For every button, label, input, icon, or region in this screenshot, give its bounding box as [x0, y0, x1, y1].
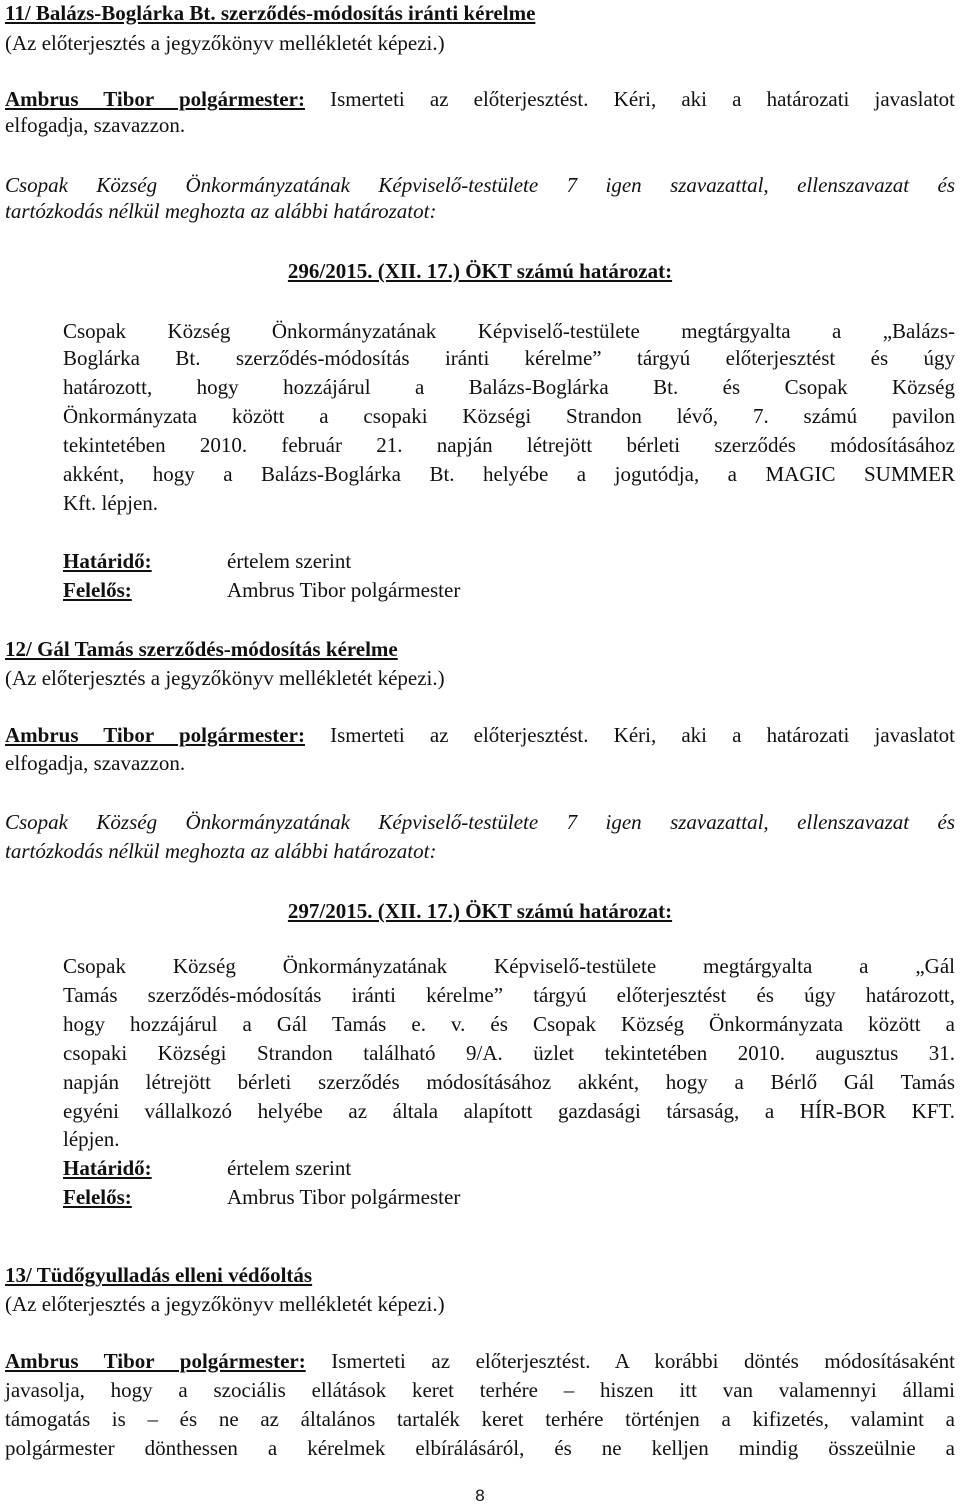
item-11-speaker-line: [5, 86, 955, 112]
item-11-body-line: Csopak Község Önkormányzatának Képviselő-testülete megtárgyalta a „Balázs-: [63, 319, 955, 343]
item-12-speaker-text-cont: elfogadja, szavazzon.: [5, 751, 186, 775]
item-13-heading: 13/ Tüdőgyulladás elleni védőoltás: [5, 1263, 313, 1287]
speaker-text: Ismerteti az előterjesztést. Kéri, aki a határozati javaslatot: [330, 723, 956, 747]
item-11-annex-note: (Az előterjesztés a jegyzőkönyv mellékletét képezi.): [5, 31, 445, 55]
item-11-resolution-title: 296/2015. (XII. 17.) ÖKT számú határozat:: [287, 259, 673, 283]
speaker-name: Ambrus Tibor polgármester:: [5, 723, 305, 747]
item-12-body-line: napján létrejött bérleti szerződés módosításához akként, hogy a Bérlő Gál Tamás: [63, 1070, 955, 1094]
item-12-deadline-label: Határidő:: [63, 1156, 152, 1180]
item-12-body-line: hogy hozzájárul a Gál Tamás e. v. és Csopak Község Önkormányzata között a: [63, 1012, 955, 1036]
item-11-body-line: akként, hogy a Balázs-Boglárka Bt. helyébe a jogutódja, a MAGIC SUMMER: [63, 462, 955, 486]
item-13-annex-note: (Az előterjesztés a jegyzőkönyv mellékletét képezi.): [5, 1292, 445, 1316]
item-12-vote-line-2: tartózkodás nélkül meghozta az alábbi határozatot:: [5, 839, 437, 863]
item-12-body-line: egyéni vállalkozó helyébe az általa alapított gazdasági társaság, a HÍR-BOR KFT.: [63, 1099, 955, 1123]
item-11-body-line: határozott, hogy hozzájárul a Balázs-Boglárka Bt. és Csopak Község: [63, 375, 955, 399]
item-11-deadline-label: Határidő:: [63, 549, 152, 573]
item-12-annex-note: (Az előterjesztés a jegyzőkönyv mellékletét képezi.): [5, 666, 445, 690]
item-11-body-line: Boglárka Bt. szerződés-módosítás iránti kérelme” tárgyú előterjesztést és úgy: [63, 346, 955, 370]
item-12-body-line: Tamás szerződés-módosítás iránti kérelme” tárgyú előterjesztést és úgy határozott,: [63, 983, 955, 1007]
item-11-heading: 11/ Balázs-Boglárka Bt. szerződés-módosítás iránti kérelme: [5, 1, 536, 25]
item-13-body-line: javasolja, hogy a szociális ellátások keret terhére – hiszen itt van valamennyi állami: [5, 1378, 955, 1402]
speaker-name: Ambrus Tibor polgármester:: [5, 1349, 306, 1373]
item-12-body-line: Csopak Község Önkormányzatának Képviselő-testülete megtárgyalta a „Gál: [63, 954, 955, 978]
item-13-body-line: polgármester dönthessen a kérelmek elbírálásáról, és ne kelljen mindig összeülnie a: [5, 1436, 955, 1460]
item-11-body-line: Önkormányzata között a csopaki Községi Strandon lévő, 7. számú pavilon: [63, 404, 955, 428]
item-12-heading: 12/ Gál Tamás szerződés-módosítás kérelme: [5, 637, 398, 661]
item-11-body-line: tekintetében 2010. február 21. napján létrejött bérleti szerződés módosításához: [63, 433, 955, 457]
item-12-speaker-line: [5, 722, 955, 748]
item-11-responsible-value: Ambrus Tibor polgármester: [227, 578, 461, 602]
item-12-deadline-value: értelem szerint: [227, 1156, 352, 1180]
item-13-body-line: támogatás is – és ne az általános tartalék keret terhére történjen a kifizetés, valamint a: [5, 1407, 955, 1431]
item-11-speaker-text-cont: elfogadja, szavazzon.: [5, 113, 186, 137]
speaker-text: Ismerteti az előterjesztést. A korábbi döntés módosításaként: [331, 1349, 955, 1373]
item-11-responsible-label: Felelős:: [63, 578, 132, 602]
item-12-body-line: lépjen.: [63, 1127, 120, 1151]
speaker-text: Ismerteti az előterjesztést. Kéri, aki a határozati javaslatot: [330, 87, 956, 111]
item-13-speaker-line: [5, 1348, 955, 1374]
item-12-responsible-label: Felelős:: [63, 1185, 132, 1209]
item-11-vote-line-2: tartózkodás nélkül meghozta az alábbi határozatot:: [5, 199, 437, 223]
item-12-resolution-title: 297/2015. (XII. 17.) ÖKT számú határozat:: [287, 899, 673, 923]
item-12-responsible-value: Ambrus Tibor polgármester: [227, 1185, 461, 1209]
page-number: 8: [475, 1486, 485, 1505]
item-11-deadline-value: értelem szerint: [227, 549, 352, 573]
speaker-name: Ambrus Tibor polgármester:: [5, 87, 305, 111]
item-11-body-line: Kft. lépjen.: [63, 491, 159, 515]
item-12-body-line: csopaki Községi Strandon található 9/A. üzlet tekintetében 2010. augusztus 31.: [63, 1041, 955, 1065]
item-11-vote-line-1: Csopak Község Önkormányzatának Képviselő-testülete 7 igen szavazattal, ellenszavazat és: [5, 173, 955, 197]
item-12-vote-line-1: Csopak Község Önkormányzatának Képviselő-testülete 7 igen szavazattal, ellenszavazat és: [5, 810, 955, 834]
